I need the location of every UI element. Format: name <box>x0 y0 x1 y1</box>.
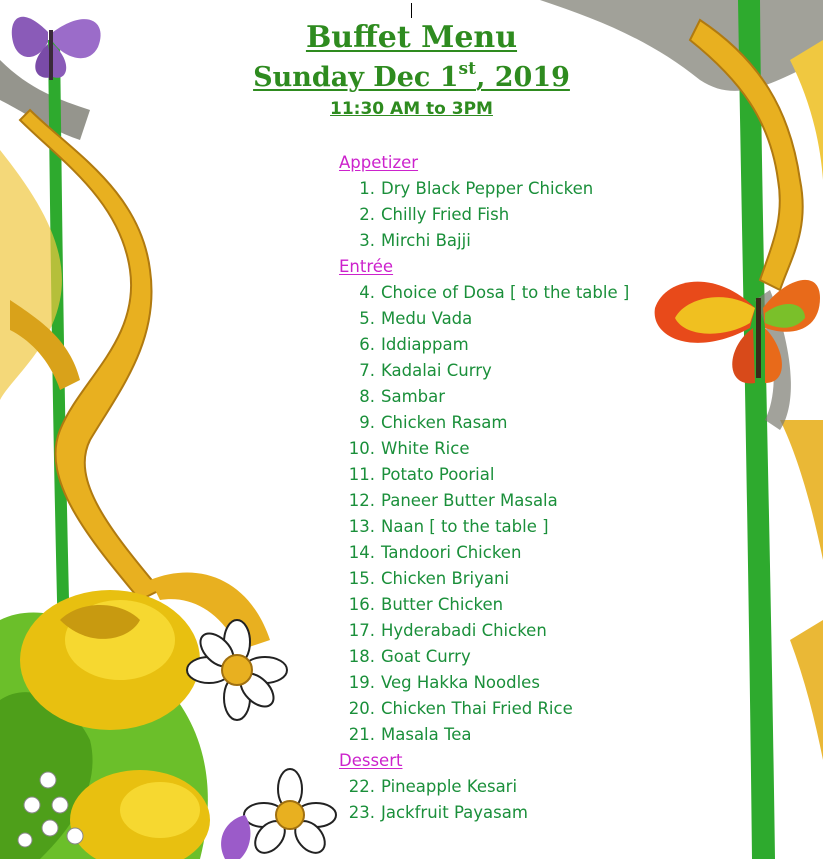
list-item <box>339 592 629 618</box>
item-number: 11. <box>348 465 375 484</box>
item-number: 5. <box>359 309 375 328</box>
list-item <box>339 202 629 228</box>
section-heading-entree: Entrée <box>339 257 394 276</box>
list-item <box>339 280 629 306</box>
item-name: Mirchi Bajji <box>381 231 471 250</box>
item-name: Tandoori Chicken <box>381 543 522 562</box>
list-item <box>339 410 629 436</box>
item-name: Paneer Butter Masala <box>381 491 558 510</box>
text-cursor <box>411 3 412 18</box>
item-number: 3. <box>359 231 375 250</box>
item-number: 7. <box>359 361 375 380</box>
section-heading-dessert: Dessert <box>339 751 403 770</box>
item-name: Butter Chicken <box>381 595 504 614</box>
section-heading-appetizer: Appetizer <box>339 153 419 172</box>
item-name: Chicken Thai Fried Rice <box>381 699 573 718</box>
list-item <box>339 436 629 462</box>
list-item <box>339 488 629 514</box>
list-item <box>339 306 629 332</box>
item-name: Dry Black Pepper Chicken <box>381 179 594 198</box>
date-year: , 2019 <box>475 62 570 93</box>
item-number: 8. <box>359 387 375 406</box>
list-item <box>339 176 629 202</box>
item-number: 12. <box>348 491 375 510</box>
item-number: 20. <box>348 699 375 718</box>
item-name: Naan [ to the table ] <box>381 517 549 536</box>
list-item <box>339 462 629 488</box>
item-number: 1. <box>359 179 375 198</box>
item-number: 14. <box>348 543 375 562</box>
item-name: White Rice <box>381 439 470 458</box>
item-number: 18. <box>348 647 375 666</box>
item-name: Chilly Fried Fish <box>381 205 510 224</box>
list-item <box>339 358 629 384</box>
list-item <box>339 644 629 670</box>
list-item <box>339 332 629 358</box>
item-number: 9. <box>359 413 375 432</box>
item-number: 10. <box>348 439 375 458</box>
item-number: 2. <box>359 205 375 224</box>
item-name: Potato Poorial <box>381 465 495 484</box>
item-number: 17. <box>348 621 375 640</box>
menu-time: 11:30 AM to 3PM <box>330 99 493 119</box>
list-item <box>339 670 629 696</box>
item-name: Choice of Dosa [ to the table ] <box>381 283 630 302</box>
list-item <box>339 228 629 254</box>
item-name: Pineapple Kesari <box>381 777 518 796</box>
list-item <box>339 800 629 826</box>
item-number: 15. <box>348 569 375 588</box>
item-name: Hyderabadi Chicken <box>381 621 547 640</box>
item-number: 21. <box>348 725 375 744</box>
item-number: 19. <box>348 673 375 692</box>
date-prefix: Sunday Dec 1 <box>253 62 459 93</box>
item-number: 16. <box>348 595 375 614</box>
item-name: Jackfruit Payasam <box>381 803 528 822</box>
list-item <box>339 566 629 592</box>
item-name: Chicken Rasam <box>381 413 508 432</box>
item-name: Goat Curry <box>381 647 471 666</box>
item-number: 13. <box>348 517 375 536</box>
item-name: Medu Vada <box>381 309 473 328</box>
item-name: Chicken Briyani <box>381 569 510 588</box>
list-item <box>339 722 629 748</box>
item-number: 23. <box>348 803 375 822</box>
list-item <box>339 774 629 800</box>
item-name: Kadalai Curry <box>381 361 492 380</box>
item-number: 22. <box>348 777 375 796</box>
menu-date <box>0 59 823 93</box>
list-item <box>339 696 629 722</box>
item-name: Masala Tea <box>381 725 472 744</box>
list-item <box>339 384 629 410</box>
item-number: 4. <box>359 283 375 302</box>
item-name: Sambar <box>381 387 446 406</box>
date-ordinal-suffix: st <box>458 59 476 79</box>
menu-list <box>339 150 629 826</box>
item-name: Veg Hakka Noodles <box>381 673 540 692</box>
menu-title: Buffet Menu <box>305 20 518 55</box>
list-item <box>339 514 629 540</box>
list-item <box>339 618 629 644</box>
item-number: 6. <box>359 335 375 354</box>
item-name: Iddiappam <box>381 335 469 354</box>
list-item <box>339 540 629 566</box>
